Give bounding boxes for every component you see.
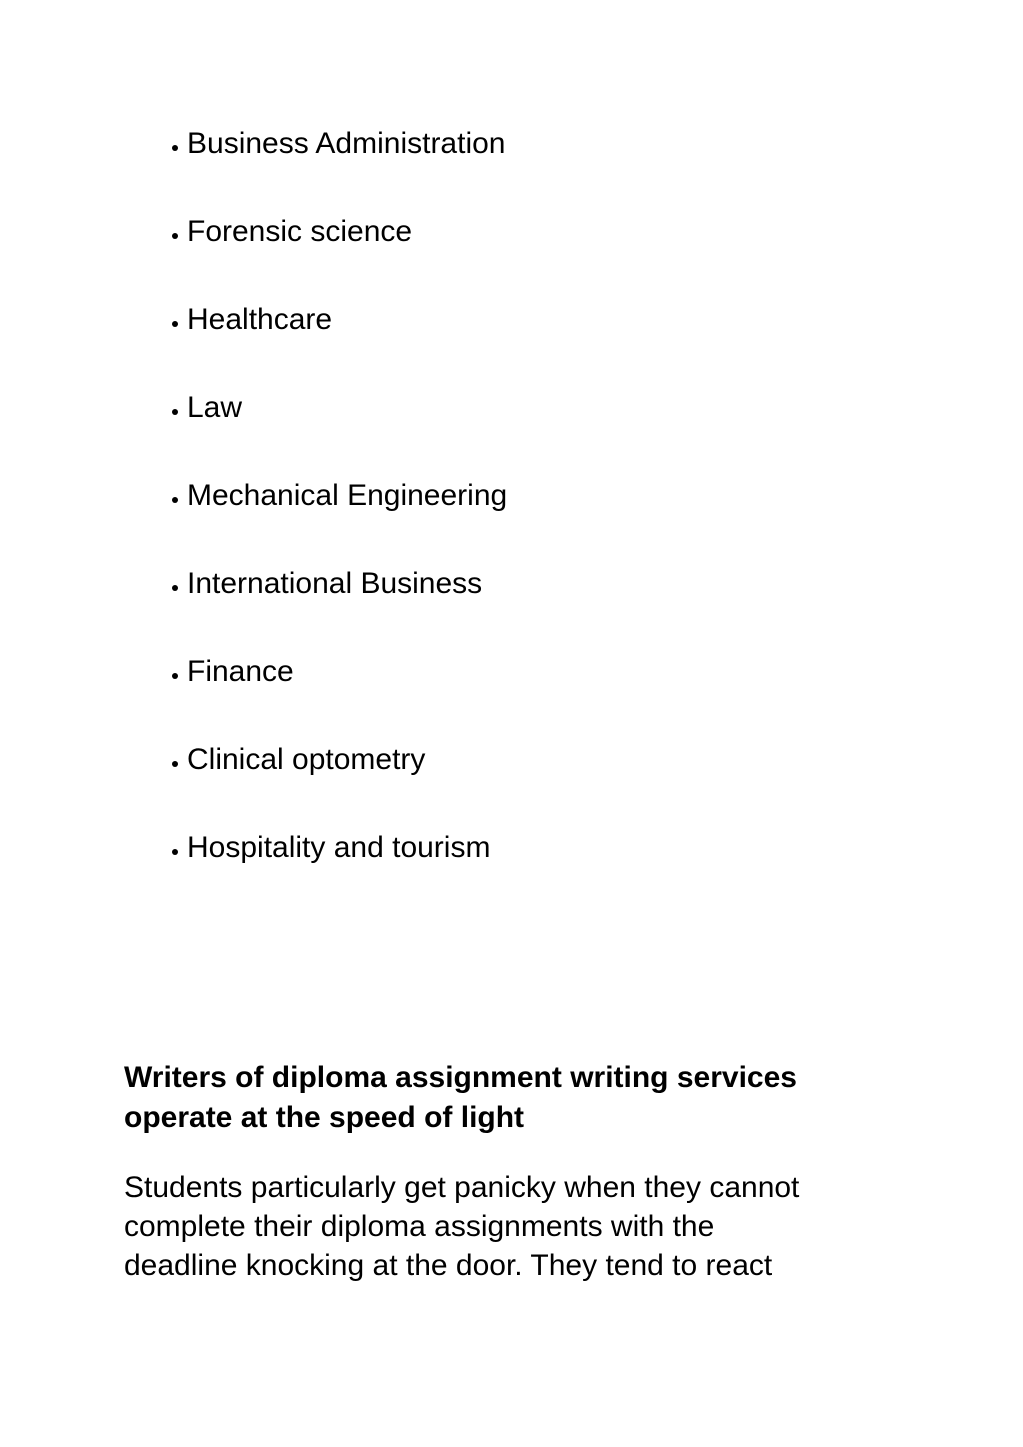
bullet-icon [172, 585, 178, 591]
section-heading [124, 1058, 924, 1138]
list-item [172, 210, 507, 298]
paragraph-line: Students particularly get panicky when they cannot [124, 1171, 800, 1204]
body-paragraph [124, 1168, 924, 1285]
bullet-icon [172, 497, 178, 503]
list-item-label: Forensic science [187, 215, 413, 248]
list-item [172, 474, 507, 562]
list-item [172, 826, 507, 914]
list-item-label: Finance [187, 655, 294, 688]
bullet-icon [172, 233, 178, 239]
heading-line: Writers of diploma assignment writing services [124, 1061, 797, 1094]
list-item-label: Business Administration [187, 127, 506, 160]
list-item [172, 738, 507, 826]
list-item [172, 386, 507, 474]
bullet-icon [172, 849, 178, 855]
paragraph-line: deadline knocking at the door. They tend to react [124, 1249, 773, 1282]
list-item-label: Clinical optometry [187, 743, 426, 776]
list-item-label: Hospitality and tourism [187, 831, 491, 864]
bullet-icon [172, 673, 178, 679]
list-item [172, 122, 507, 210]
bullet-icon [172, 761, 178, 767]
list-item [172, 298, 507, 386]
bullet-icon [172, 321, 178, 327]
subject-list [172, 122, 507, 914]
list-item-label: Law [187, 391, 243, 424]
paragraph-line: complete their diploma assignments with the [124, 1210, 715, 1243]
list-item-label: Healthcare [187, 303, 333, 336]
list-item [172, 562, 507, 650]
list-item-label: Mechanical Engineering [187, 479, 508, 512]
list-item [172, 650, 507, 738]
heading-line: operate at the speed of light [124, 1101, 525, 1134]
bullet-icon [172, 145, 178, 151]
bullet-icon [172, 409, 178, 415]
list-item-label: International Business [187, 567, 483, 600]
